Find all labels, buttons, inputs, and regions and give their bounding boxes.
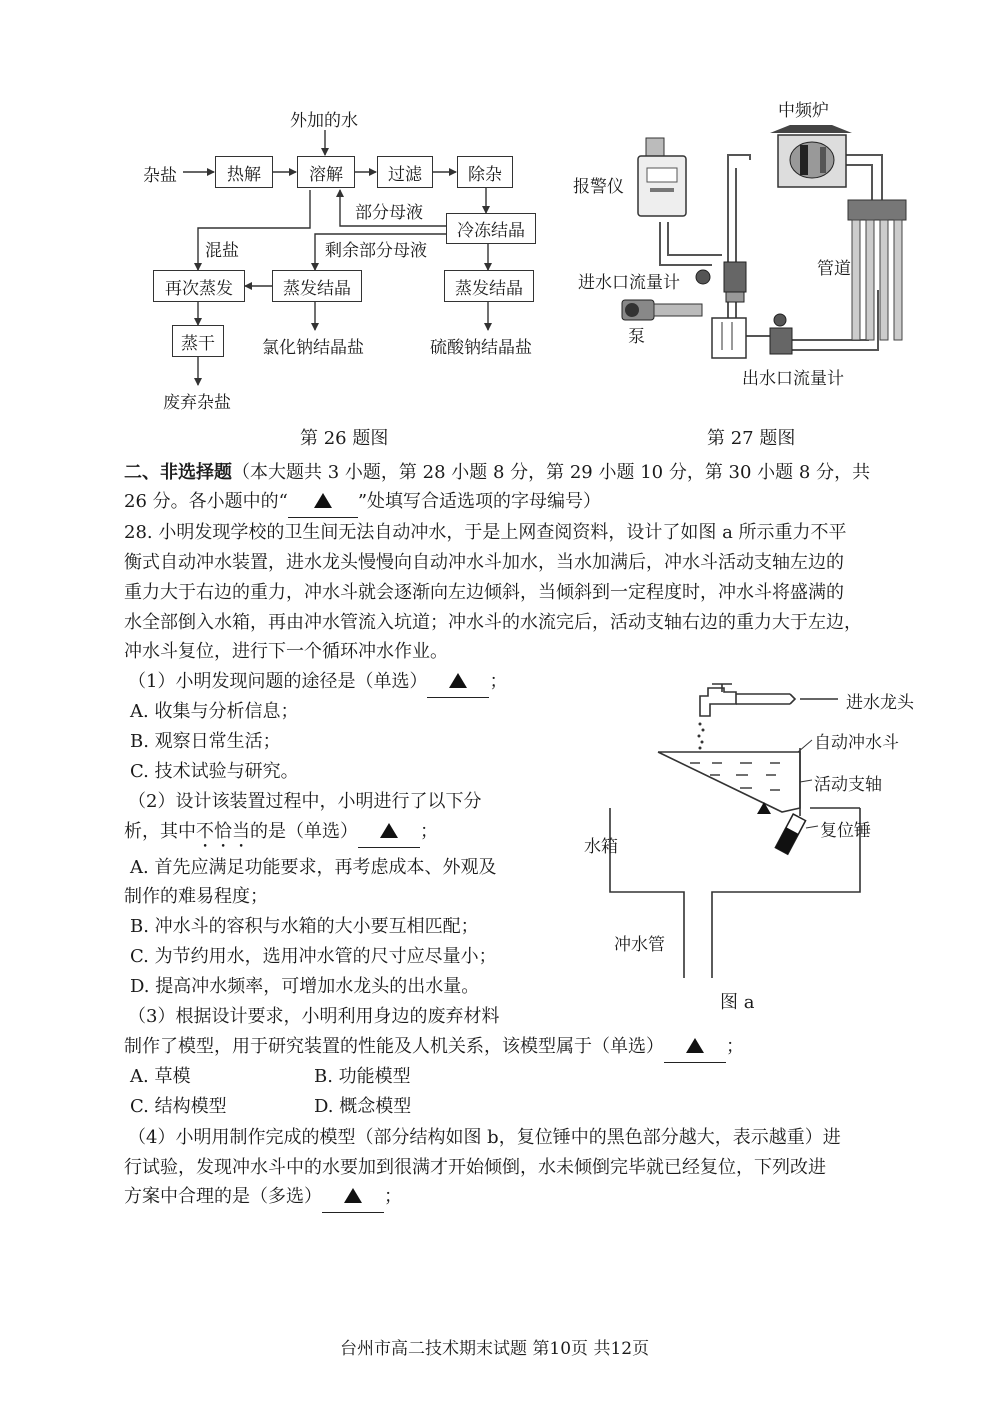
waste-salt-label: 废弃杂盐 — [163, 393, 231, 413]
q28-part-1-stem-text: （1）小明发现问题的途径是（单选） — [128, 671, 428, 692]
q28-part-3-option-d: D. 概念模型 — [314, 1096, 412, 1117]
freeze-crystallize-box: 冷冻结晶 — [446, 213, 536, 244]
section-2-desc-2a: 26 分。各小题中的“ — [124, 491, 288, 512]
q28-part-2-stem-2a: 析，其中 — [124, 821, 196, 842]
external-water-label: 外加的水 — [290, 111, 358, 131]
q28-intro-line: 28. 小明发现学校的卫生间无法自动冲水，于是上网查阅资料，设计了如图 a 所示重力不平 — [124, 522, 847, 543]
figure-27-caption: 第 27 题图 — [707, 428, 796, 449]
impurity-removal-box: 除杂 — [457, 156, 513, 188]
evaporate-crystallize-box-nacl: 蒸发结晶 — [272, 270, 362, 302]
inlet-flowmeter-label: 进水口流量计 — [578, 273, 680, 293]
filter-box: 过滤 — [377, 156, 433, 188]
q28-intro-line: 冲水斗复位，进行下一个循环冲水作业。 — [124, 641, 448, 662]
q28-part-3-option-a: A. 草模 — [130, 1066, 191, 1087]
q28-part-2-end: ； — [420, 821, 438, 842]
figure-a-bucket-label: 自动冲水斗 — [814, 733, 899, 753]
q28-part-2-option-a: A. 首先应满足功能要求，再考虑成本、外观及 — [130, 857, 497, 878]
q28-part-2-option-c: C. 为节约用水，选用冲水管的尺寸应尽量小； — [130, 946, 497, 967]
nacl-salt-label: 氯化钠结晶盐 — [262, 338, 364, 358]
q28-part-4-line-2: 行试验，发现冲水斗中的水要加到很满才开始倾倒，水未倾倒完毕就已经复位，下列改进 — [124, 1157, 826, 1178]
furnace-label: 中频炉 — [778, 101, 829, 121]
section-2-title: 二、非选择题 — [124, 462, 232, 483]
q28-intro-line: 衡式自动冲水装置，进水龙头慢慢向自动冲水斗加水，当水加满后，冲水斗活动支轴左边的 — [124, 552, 844, 573]
q28-part-3-stem-2-text: 制作了模型，用于研究装置的性能及人机关系，该模型属于（单选） — [124, 1036, 664, 1057]
pump-label: 泵 — [628, 327, 645, 347]
page-footer: 台州市高二技术期末试题 第10页 共12页 — [340, 1339, 650, 1359]
q28-intro-line: 水全部倒入水箱，再由冲水管流入坑道；冲水斗的水流完后，活动支轴右边的重力大于左边， — [124, 612, 862, 633]
evaporate-crystallize-box-sulfate: 蒸发结晶 — [444, 270, 534, 302]
outlet-flowmeter-label: 出水口流量计 — [742, 369, 844, 389]
sodium-sulfate-salt-label: 硫酸钠结晶盐 — [430, 338, 532, 358]
dry-box: 蒸干 — [172, 325, 224, 357]
q28-part-2-stem-1: （2）设计该装置过程中，小明进行了以下分 — [128, 791, 482, 812]
q28-intro-line: 重力大于右边的重力，冲水斗就会逐渐向左边倾斜，当倾斜到一定程度时，冲水斗将盛满的 — [124, 582, 844, 603]
re-evaporate-box: 再次蒸发 — [153, 270, 245, 302]
q28-part-2-option-d: D. 提高冲水频率，可增加水龙头的出水量。 — [130, 976, 480, 997]
q28-part-3-option-c: C. 结构模型 — [130, 1096, 227, 1117]
figure-a-tank-label: 水箱 — [584, 837, 618, 857]
q28-part-4-end: ； — [384, 1186, 402, 1207]
raw-salt-label: 杂盐 — [143, 166, 177, 186]
remaining-mother-liquor-label: 剩余部分母液 — [325, 241, 427, 261]
q28-part-1-option-b: B. 观察日常生活； — [130, 731, 281, 752]
q28-part-3-stem-1: （3）根据设计要求，小明利用身边的废弃材料 — [128, 1006, 500, 1027]
q28-part-3-option-b: B. 功能模型 — [314, 1066, 411, 1087]
q28-part-2-option-a-cont: 制作的难易程度； — [124, 886, 268, 907]
q28-part-2-option-b: B. 冲水斗的容积与水箱的大小要互相匹配； — [130, 916, 479, 937]
section-2-desc-2b: ”处填写合适选项的字母编号） — [357, 491, 602, 512]
q28-part-3-end: ； — [726, 1036, 744, 1057]
mixed-salt-label: 混盐 — [205, 241, 239, 261]
part-mother-liquor-label: 部分母液 — [355, 203, 423, 223]
figure-a-tap-label: 进水龙头 — [846, 693, 914, 713]
pyrolysis-box: 热解 — [215, 156, 273, 188]
pipe-label: 管道 — [817, 259, 851, 279]
q28-part-1-option-c: C. 技术试验与研究。 — [130, 761, 299, 782]
figure-a-pivot-label: 活动支轴 — [814, 775, 882, 795]
figure-26-caption: 第 26 题图 — [300, 428, 389, 449]
section-2-desc-1: （本大题共 3 小题，第 28 小题 8 分，第 29 小题 10 分，第 30 小题 8 分，共 — [232, 462, 871, 483]
alarm-label: 报警仪 — [573, 177, 624, 197]
q28-part-2-stem-2b: 的是（单选） — [250, 821, 358, 842]
q28-part-4-line-1: （4）小明用制作完成的模型（部分结构如图 b，复位锤中的黑色部分越大，表示越重）进 — [128, 1127, 841, 1148]
dissolve-box: 溶解 — [297, 156, 355, 188]
q28-part-1-end: ； — [489, 671, 508, 692]
q28-part-1-option-a: A. 收集与分析信息； — [130, 701, 299, 722]
q28-part-2-emphasis: 不恰当 — [196, 821, 250, 842]
q28-part-4-line-3-text: 方案中合理的是（多选） — [124, 1186, 322, 1207]
figure-a-caption: 图 a — [720, 992, 755, 1013]
figure-a-pipe-label: 冲水管 — [614, 935, 665, 955]
figure-a-weight-label: 复位锤 — [820, 821, 871, 841]
